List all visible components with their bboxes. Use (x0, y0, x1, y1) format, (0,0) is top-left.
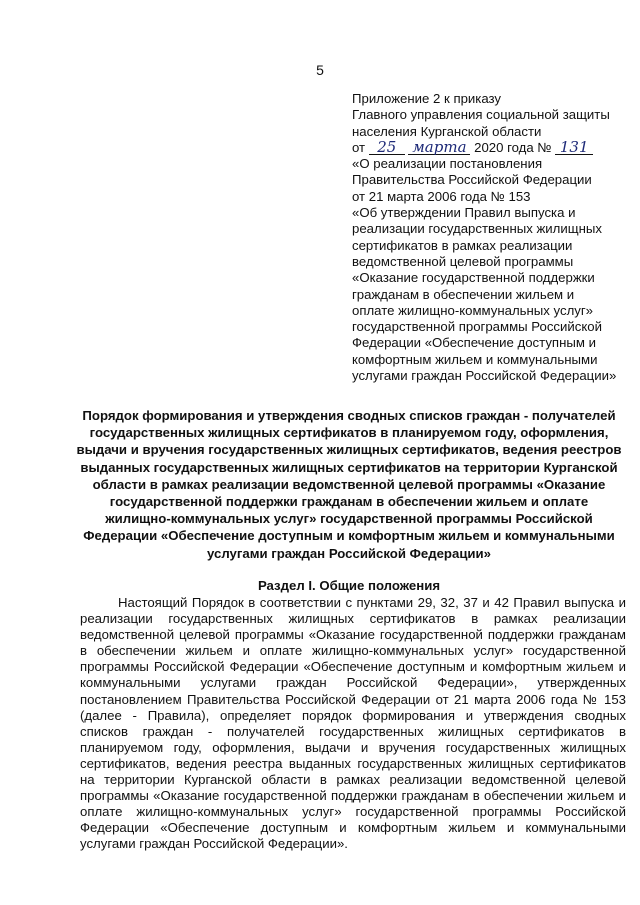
body-line: реализации государственных жилищных сертификатов в рамках реализации (80, 611, 626, 627)
title-line: области в рамках реализации ведомственной целевой программы «Оказание (92, 476, 606, 492)
body-line: услугами граждан Российской Федерации». (80, 836, 348, 852)
body-line: программы Российской Федерации «Обеспечение доступным и комфортным жильем и (80, 659, 626, 675)
appendix-line: Главного управления социальной защиты (352, 107, 610, 123)
body-paragraph (80, 595, 626, 853)
handwritten-day: 25 (369, 140, 405, 155)
appendix-line: Федерации «Обеспечение доступным и (352, 335, 596, 351)
body-line: сертификатов, ведения реестра выданных государственных жилищных сертификатов (80, 755, 626, 771)
title-line: жилищно-коммунальных услуг» государственной программы Российской (105, 511, 593, 527)
appendix-line: ведомственной целевой программы (352, 253, 574, 269)
appendix-line: реализации государственных жилищных (352, 221, 602, 237)
appendix-line: «О реализации постановления (352, 156, 543, 172)
date-prefix: от (352, 139, 366, 155)
appendix-line: услугами граждан Российской Федерации» (352, 368, 617, 384)
handwritten-month: марта (408, 140, 470, 155)
title-line: Порядок формирования и утверждения сводных списков граждан - получателей (82, 408, 616, 423)
body-line: Федерации «Обеспечение доступным и комфортным жильем и коммунальными (80, 820, 626, 836)
appendix-line: Правительства Российской Федерации (352, 172, 592, 188)
body-line: оплате жилищно-коммунальных услуг» государственной программы Российской (80, 804, 626, 820)
page-number: 5 (316, 62, 324, 78)
appendix-line: государственной программы Российской (352, 319, 602, 335)
body-line: списков граждан - получателей государственных жилищных сертификатов в (80, 723, 626, 739)
title-line: Федерации «Обеспечение доступным и комфортным жильем и коммунальными (83, 528, 615, 544)
appendix-block (352, 91, 617, 384)
body-line: в обеспечении жильем и оплате жилищно-коммунальных услуг» государственной (80, 643, 626, 659)
title-line: государственных жилищных сертификатов в планируемом году, оформления, (89, 425, 609, 441)
body-line: планируемом году, оформления, выдачи и вручения государственных жилищных (80, 739, 626, 755)
appendix-line: от 21 марта 2006 года № 153 (352, 188, 531, 204)
order-date-line (352, 137, 614, 156)
body-line: (далее - Правила), определяет порядок формирования и утверждения сводных (80, 707, 626, 723)
appendix-line: «Об утверждении Правил выпуска и (352, 205, 576, 221)
title-line: выдачи и вручения государственных жилищных сертификатов, ведения реестров (76, 442, 622, 458)
appendix-line: комфортным жильем и коммунальными (352, 351, 598, 367)
body-line: коммунальными услугами граждан Российской Федерации», утвержденных (80, 675, 626, 691)
body-line: программы «Оказание государственной поддержки гражданам в обеспечении жильем и (80, 788, 626, 804)
appendix-line: гражданам в обеспечении жильем и (352, 286, 575, 302)
section-heading: Раздел I. Общие положения (257, 578, 441, 593)
body-line: ведомственной целевой программы «Оказание государственной поддержки гражданам (80, 627, 626, 643)
appendix-line: «Оказание государственной поддержки (352, 270, 595, 286)
appendix-line: оплате жилищно-коммунальных услуг» (352, 302, 594, 318)
title-line: выданных государственных жилищных сертификатов на территории Курганской (80, 459, 618, 475)
appendix-line: сертификатов в рамках реализации (352, 237, 573, 253)
body-line: Настоящий Порядок в соответствии с пунктами 29, 32, 37 и 42 Правил выпуска и (118, 595, 626, 610)
body-line: на территории Курганской области в рамках реализации ведомственной целевой (80, 772, 626, 788)
appendix-line: Приложение 2 к приказу (352, 91, 502, 106)
handwritten-order-number: 131 (555, 140, 593, 155)
document-title (72, 407, 626, 562)
title-line: государственной поддержки гражданам в обеспечении жильем и оплате (109, 494, 589, 510)
body-line: постановлением Правительства Российской Федерации от 21 марта 2006 года № 153 (80, 691, 626, 707)
appendix-line: населения Курганской области (352, 123, 542, 139)
date-year: 2020 года № (474, 139, 552, 155)
title-line: услугами граждан Российской Федерации» (207, 545, 491, 561)
